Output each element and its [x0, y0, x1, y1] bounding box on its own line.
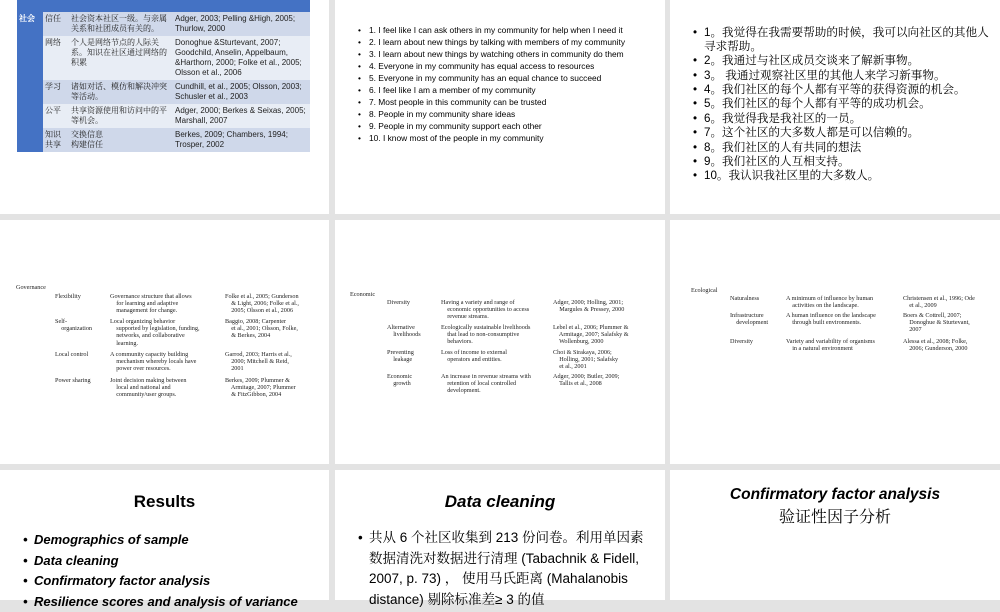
ref-cell: Adger, 2003; Pelling &High, 2005; Thurlow, 2000: [173, 12, 310, 36]
indicator-name: Diversity: [387, 299, 410, 306]
indicator-desc: Local organizing behavior supported by legislation, funding, networks, and collaborative learning.: [110, 318, 200, 347]
indicator-name: Alternative livelihoods: [387, 324, 421, 338]
survey-item: • 2。我通过与社区成员交谈来了解新事物。: [690, 54, 995, 68]
ref-cell: Adger, 2000; Berkes & Seixas, 2005; Marshall, 2007: [173, 104, 310, 128]
survey-item: • 9。我们社区的人互相支持。: [690, 155, 995, 169]
indicator-ref: Christensen et al., 1996; Ode et al., 2009: [903, 295, 975, 309]
section-label: Economic: [350, 291, 375, 298]
survey-item-list: [355, 26, 660, 146]
table-row: [17, 12, 310, 36]
indicator-desc: An increase in revenue streams with retention of local controlled development.: [441, 373, 531, 395]
indicator-ref: Berkes, 2009; Plummer & Armitage, 2007; Plummer & FitzGibbon, 2004: [225, 377, 296, 399]
outline-item: • Confirmatory factor analysis: [20, 571, 320, 592]
indicator-ref: Baggio, 2008; Carpenter et al., 2001; Olsson, Folke, & Berkes, 2004: [225, 318, 298, 340]
survey-item: • 4. Everyone in my community has equal access to resources: [355, 62, 660, 72]
slide-thumbnail-data-cleaning[interactable]: [335, 470, 665, 600]
indicator-desc: Governance structure that allows for learning and adaptive management for change.: [110, 293, 192, 315]
table-row: [55, 377, 325, 402]
survey-item: • 1. I feel like I can ask others in my community for help when I need it: [355, 26, 660, 36]
indicator-desc: A human influence on the landscape through built environments.: [786, 312, 876, 326]
slide-thumbnail-survey-items-cn[interactable]: [670, 0, 1000, 214]
indicator-ref: Boers & Cottrell, 2007; Donoghue & Sturtevant, 2007: [903, 312, 970, 334]
indicator-name: Local control: [55, 351, 88, 358]
indicator-name: Infrastructure development: [730, 312, 768, 326]
indicator-ref: Folke et al., 2005; Gunderson & Light, 2006; Folke et al., 2005; Olsson et al., 2006: [225, 293, 299, 315]
indicator-desc: Variety and variability of organisms in a natural environment: [786, 338, 875, 352]
indicator-ref: Alessa et al., 2008; Folke, 2006; Gunderson, 2000: [903, 338, 967, 352]
indicator-ref: Choi & Sirakaya, 2006; Holling, 2001; Salafsky et al., 2001: [553, 349, 618, 371]
survey-item: • 10。我认识我社区里的大多数人。: [690, 169, 995, 183]
sub-cell: 学习: [43, 80, 69, 104]
survey-item: • 6。我觉得我是我社区的一员。: [690, 112, 995, 126]
section-label: Ecological: [691, 287, 717, 294]
table-row: [17, 36, 310, 80]
slide-title: Results: [0, 492, 329, 512]
table-row: [17, 80, 310, 104]
table-row: [387, 349, 662, 371]
indicator-name: Self- organization: [55, 318, 92, 332]
indicator-name: Flexibility: [55, 293, 81, 300]
survey-item: • 7。这个社区的大多数人都是可以信赖的。: [690, 126, 995, 140]
outline-item: • Resilience scores and analysis of variance: [20, 592, 320, 612]
survey-item: • 8。我们社区的人有共同的想法: [690, 141, 995, 155]
slide-thumbnail-economic[interactable]: [335, 220, 665, 464]
slide-thumbnail-governance[interactable]: [0, 220, 329, 464]
results-outline-list: [20, 530, 320, 612]
table-row: [17, 128, 310, 152]
indicator-ref: Adger, 2000; Holling, 2001; Margules & Pressey, 2000: [553, 299, 624, 313]
survey-item-list: [690, 26, 995, 184]
survey-item: • 4。我们社区的每个人都有平等的获得资源的机会。: [690, 83, 995, 97]
table-row: [730, 295, 998, 313]
table-row: [55, 318, 325, 348]
desc-cell: 诸如对话、模仿和解决冲突等活动。: [69, 80, 173, 104]
sub-cell: 网络: [43, 36, 69, 80]
slide-thumbnail-social-table[interactable]: [0, 0, 329, 214]
indicator-ref: Garrod, 2003; Harris et al., 2000; Mitchell & Reid, 2001: [225, 351, 292, 373]
indicator-desc: A minimum of influence by human activities on the landscape.: [786, 295, 873, 309]
survey-item: • 3. I learn about new things by watching others in community do them: [355, 50, 660, 60]
data-cleaning-list: [355, 528, 655, 610]
table-row: [55, 351, 325, 376]
ref-cell: Donoghue &Sturtevant, 2007; Goodchild, Anselin, Appelbaum, &Harthorn, 2000; Folke et al., 2005; Olsson et al., 2006: [173, 36, 310, 80]
table-row: [387, 373, 662, 401]
slide-thumbnail-results[interactable]: [0, 470, 329, 600]
survey-item: • 5。我们社区的每个人都有平等的成功机会。: [690, 97, 995, 111]
slide-title: Data cleaning: [335, 492, 665, 512]
indicator-name: Economic growth: [387, 373, 412, 387]
indicator-desc: Joint decision making between local and national and community/user groups.: [110, 377, 186, 399]
indicator-ref: Adger, 2000; Butler, 2009; Tallis et al., 2008: [553, 373, 619, 387]
indicator-name: Power sharing: [55, 377, 91, 384]
survey-item: • 10. I know most of the people in my community: [355, 134, 660, 144]
indicator-desc: Ecologically sustainable livelihoods that lead to non-consumptive behaviors.: [441, 324, 530, 346]
outline-item: • Data cleaning: [20, 551, 320, 572]
indicator-name: Diversity: [730, 338, 753, 345]
desc-cell: 共享资源使用和访问中的平等机会。: [69, 104, 173, 128]
table-row: [730, 338, 998, 356]
slide-subtitle: 验证性因子分析: [670, 504, 1000, 527]
slide-thumbnail-cfa[interactable]: [670, 470, 1000, 600]
table-row: [17, 104, 310, 128]
section-label: Governance: [16, 284, 46, 291]
indicator-desc: A community capacity building mechanism whereby locals have power over resources.: [110, 351, 196, 373]
indicator-name: Naturalness: [730, 295, 759, 302]
paragraph-item: • 共从 6 个社区收集到 213 份问卷。利用单因素数据清洗对数据进行清理 (Tabachnik & Fidell, 2007, p. 73) ， 使用马氏距离 (Mahalanobis distance) 剔除标准差≥ 3 的值: [355, 528, 655, 610]
survey-item: • 1。我觉得在我需要帮助的时候，我可以向社区的其他人寻求帮助。: [690, 26, 995, 54]
slide-thumbnail-ecological[interactable]: [670, 220, 1000, 464]
survey-item: • 8. People in my community share ideas: [355, 110, 660, 120]
indicator-ref: Lebel et al., 2006; Plummer & Armitage, 2007; Salafsky & Wollenburg, 2000: [553, 324, 629, 346]
table-row: [387, 299, 662, 327]
outline-item: • Demographics of sample: [20, 530, 320, 551]
survey-item: • 7. Most people in this community can be trusted: [355, 98, 660, 108]
table-row: [730, 312, 998, 334]
sub-cell: 信任: [43, 12, 69, 36]
survey-item: • 3。 我通过观察社区里的其他人来学习新事物。: [690, 69, 995, 83]
table-header-row: [17, 0, 310, 12]
table-row: [387, 324, 662, 352]
desc-cell: 交换信息 构建信任: [69, 128, 173, 152]
indicator-name: Preventing leakage: [387, 349, 414, 363]
survey-item: • 5. Everyone in my community has an equal chance to succeed: [355, 74, 660, 84]
ref-cell: Berkes, 2009; Chambers, 1994; Trosper, 2002: [173, 128, 310, 152]
survey-item: • 6. I feel like I am a member of my community: [355, 86, 660, 96]
indicator-desc: Loss of income to external operators and entities.: [441, 349, 507, 363]
category-cell: 社会: [17, 12, 43, 152]
ref-cell: Cundhill, et al., 2005; Olsson, 2003; Schusler et al., 2003: [173, 80, 310, 104]
desc-cell: 社会资本社区一级。与亲属关系和社团成员有关的。: [69, 12, 173, 36]
desc-cell: 个人是网络节点的人际关系。知识在社区通过网络的积累: [69, 36, 173, 80]
survey-item: • 2. I learn about new things by talking with members of my community: [355, 38, 660, 48]
sub-cell: 公平: [43, 104, 69, 128]
social-indicators-table: [17, 0, 310, 152]
slide-title: Confirmatory factor analysis: [670, 486, 1000, 504]
slide-thumbnail-survey-items-en[interactable]: [335, 0, 665, 214]
indicator-desc: Having a variety and range of economic opportunities to access revenue streams.: [441, 299, 529, 321]
survey-item: • 9. People in my community support each other: [355, 122, 660, 132]
sub-cell: 知识共享: [43, 128, 69, 152]
